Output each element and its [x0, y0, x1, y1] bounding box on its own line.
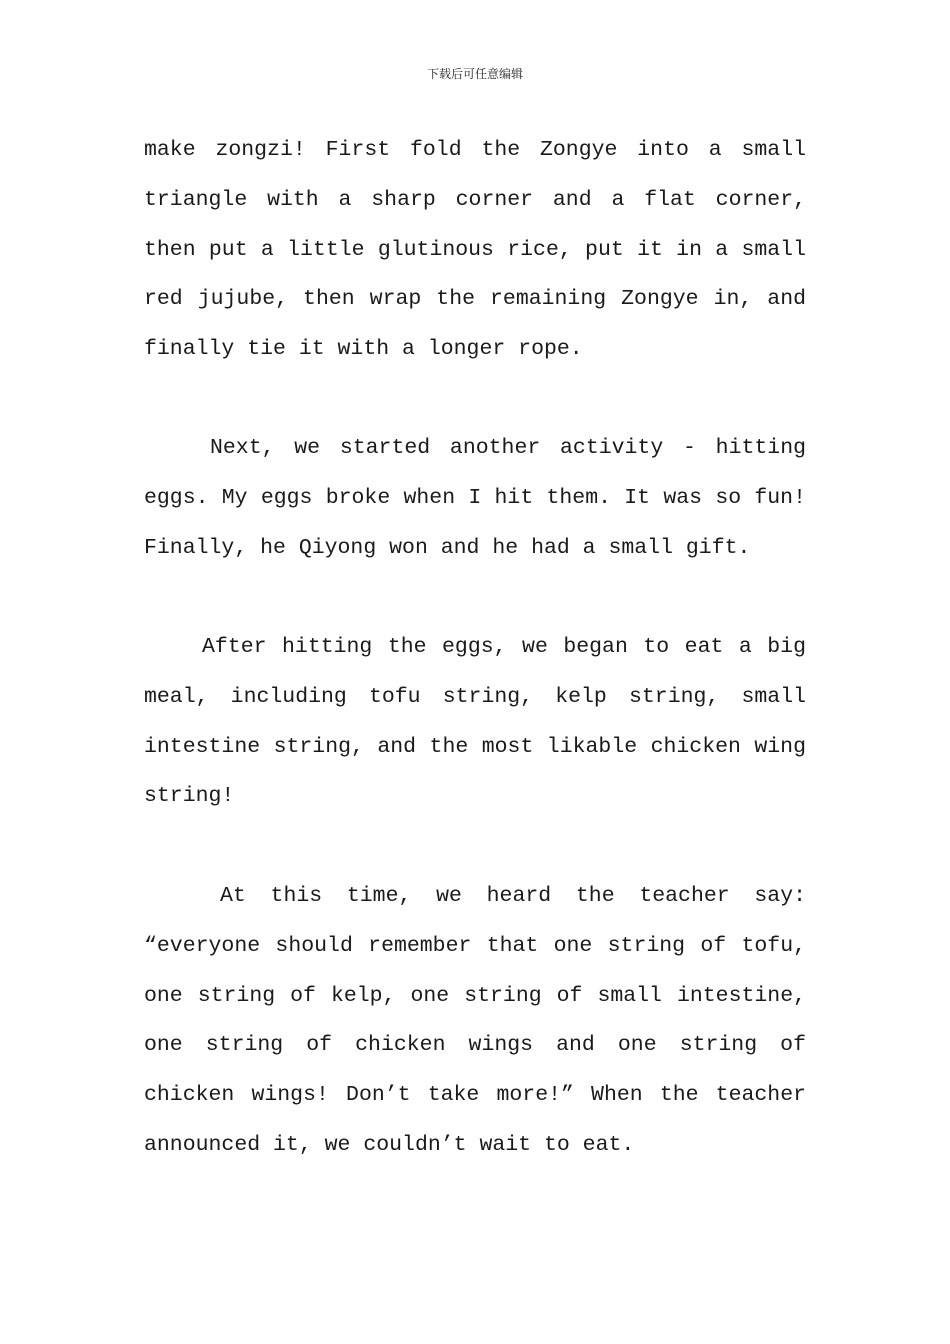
paragraph-line: At this time, we heard the teacher say:	[220, 884, 806, 908]
paragraph-1	[144, 126, 806, 375]
paragraph-line: then put a little glutinous rice, put it in a small	[144, 237, 806, 262]
paragraph-line: one string of chicken wings and one string of	[144, 1033, 806, 1058]
paragraph-line: eggs. My eggs broke when I hit them. It was so fun!	[144, 485, 806, 510]
paragraph-line: chicken wings! Don’t take more!” When the teacher	[144, 1083, 806, 1108]
paragraph-line: make zongzi! First fold the Zongye into a small	[144, 138, 806, 162]
paragraph-line: triangle with a sharp corner and a flat corner,	[144, 187, 806, 212]
paragraph-line: “everyone should remember that one string of tofu,	[144, 933, 806, 958]
paragraph-line: Next, we started another activity - hitting	[210, 436, 806, 460]
page-header: 下载后可任意编辑	[426, 67, 523, 81]
paragraph-line: Finally, he Qiyong won and he had a small gift.	[144, 535, 751, 560]
paragraph-3	[144, 623, 806, 822]
paragraph-line: finally tie it with a longer rope.	[144, 337, 583, 362]
paragraph-line: intestine string, and the most likable chicken wing	[144, 734, 806, 759]
paragraph-2	[144, 424, 806, 573]
paragraph-line: one string of kelp, one string of small intestine,	[144, 983, 806, 1008]
paragraph-4	[144, 872, 806, 1171]
paragraph-line: red jujube, then wrap the remaining Zongye in, and	[144, 287, 806, 312]
paragraph-line: meal, including tofu string, kelp string, small	[144, 684, 806, 709]
paragraph-line: announced it, we couldn’t wait to eat.	[144, 1132, 635, 1157]
paragraph-line: After hitting the eggs, we began to eat a big	[202, 635, 806, 659]
paragraph-line: string!	[144, 784, 235, 809]
